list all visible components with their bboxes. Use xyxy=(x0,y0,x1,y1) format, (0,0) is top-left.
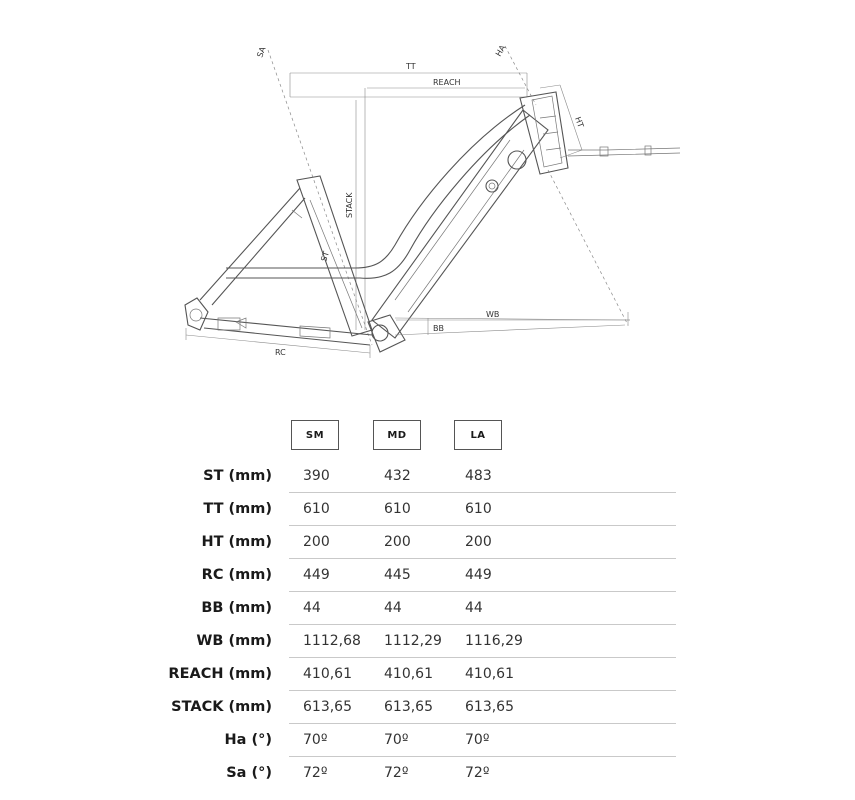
cell-value: 410,61 xyxy=(303,666,352,682)
cell-value: 72º xyxy=(465,765,490,781)
bb-dimension xyxy=(395,318,630,335)
sa-label: SA xyxy=(255,45,268,59)
row-label: ST (mm) xyxy=(203,468,272,484)
row-label: STACK (mm) xyxy=(171,699,272,715)
cell-value: 44 xyxy=(303,600,321,616)
wb-dimension xyxy=(396,310,630,326)
table-row xyxy=(0,592,855,625)
cell-value: 70º xyxy=(465,732,490,748)
cell-value: 70º xyxy=(303,732,328,748)
cell-value: 200 xyxy=(384,534,411,550)
rc-label: RC xyxy=(275,348,286,357)
tt-label: TT xyxy=(406,62,416,71)
cell-value: 483 xyxy=(465,468,492,484)
row-label: Sa (°) xyxy=(226,765,272,781)
ht-label: HT xyxy=(573,115,586,129)
cell-value: 390 xyxy=(303,468,330,484)
row-label: HT (mm) xyxy=(201,534,272,550)
cell-value: 44 xyxy=(384,600,402,616)
cell-value: 449 xyxy=(465,567,492,583)
table-row xyxy=(0,460,855,493)
row-label: TT (mm) xyxy=(203,501,272,517)
reach-dimension xyxy=(367,78,525,88)
table-row xyxy=(0,526,855,559)
cell-value: 410,61 xyxy=(465,666,514,682)
reach-label: REACH xyxy=(433,78,461,87)
cell-value: 610 xyxy=(303,501,330,517)
table-row xyxy=(0,658,855,691)
cell-value: 1112,29 xyxy=(384,633,442,649)
row-label: RC (mm) xyxy=(201,567,272,583)
head-angle-marker xyxy=(494,43,628,325)
cell-value: 445 xyxy=(384,567,411,583)
cell-value: 72º xyxy=(303,765,328,781)
cell-value: 610 xyxy=(465,501,492,517)
ha-label: HA xyxy=(493,43,508,58)
cell-value: 1112,68 xyxy=(303,633,361,649)
cell-value: 44 xyxy=(465,600,483,616)
size-header-la: LA xyxy=(454,420,502,450)
size-header-sm: SM xyxy=(291,420,339,450)
cell-value: 200 xyxy=(465,534,492,550)
ht-dimension xyxy=(540,85,585,158)
cell-value: 613,65 xyxy=(384,699,433,715)
table-row xyxy=(0,691,855,724)
size-header-md: MD xyxy=(373,420,421,450)
table-row xyxy=(0,493,855,526)
cell-value: 432 xyxy=(384,468,411,484)
row-label: WB (mm) xyxy=(196,633,272,649)
cell-value: 613,65 xyxy=(465,699,514,715)
row-label: REACH (mm) xyxy=(168,666,272,682)
bb-label: BB xyxy=(433,324,444,333)
table-row xyxy=(0,559,855,592)
cell-value: 70º xyxy=(384,732,409,748)
cell-value: 410,61 xyxy=(384,666,433,682)
cell-value: 1116,29 xyxy=(465,633,523,649)
row-label: BB (mm) xyxy=(201,600,272,616)
frame-geometry-diagram xyxy=(0,0,855,380)
table-row xyxy=(0,625,855,658)
cell-value: 613,65 xyxy=(303,699,352,715)
cell-value: 610 xyxy=(384,501,411,517)
cell-value: 200 xyxy=(303,534,330,550)
cell-value: 72º xyxy=(384,765,409,781)
cell-value: 449 xyxy=(303,567,330,583)
seat-angle-marker xyxy=(255,45,372,345)
stack-label: STACK xyxy=(345,192,354,218)
row-label: Ha (°) xyxy=(224,732,272,748)
wb-label: WB xyxy=(486,310,500,319)
bike-frame xyxy=(185,92,680,352)
st-label: ST xyxy=(319,250,331,263)
table-row xyxy=(0,724,855,757)
table-row xyxy=(0,757,855,790)
tt-dimension xyxy=(290,62,527,97)
